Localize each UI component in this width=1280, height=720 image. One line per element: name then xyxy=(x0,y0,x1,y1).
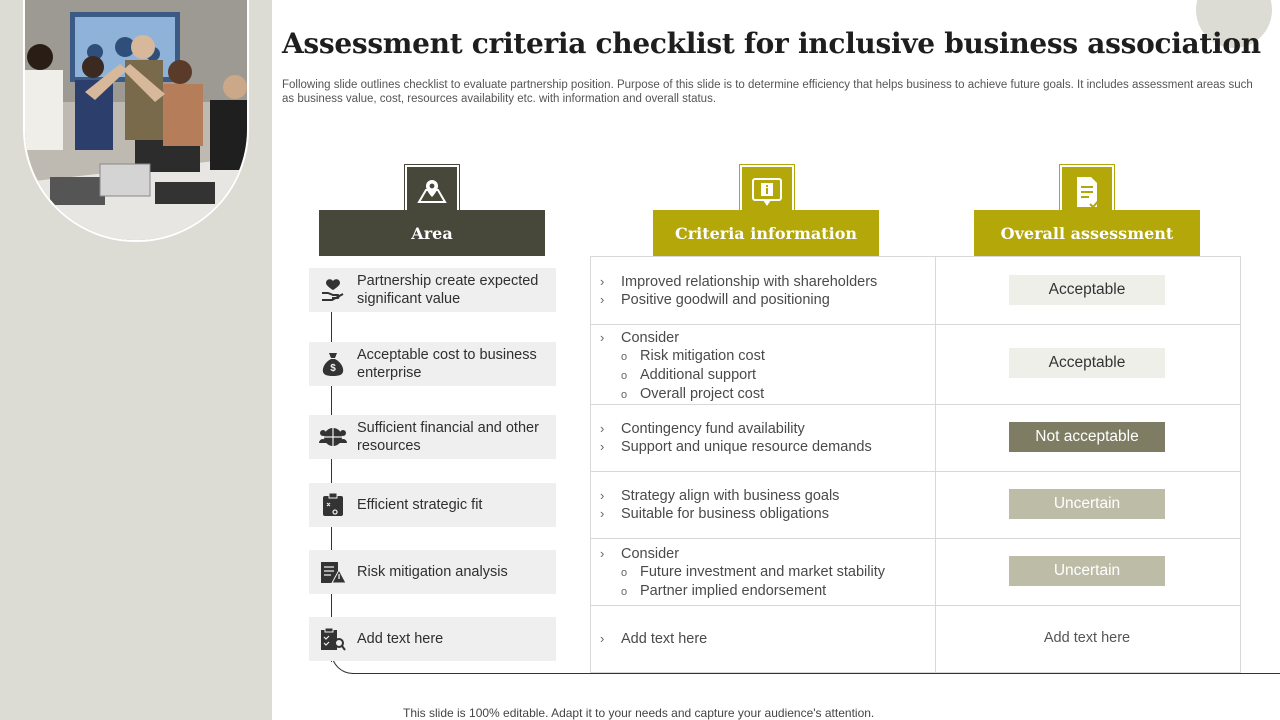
checklist-search-icon xyxy=(309,627,357,651)
slide-title: Assessment criteria checklist for inclusive business association xyxy=(282,27,1261,60)
criteria-subitem: Partner implied endorsement xyxy=(640,583,827,599)
header-area: Area xyxy=(319,210,545,256)
area-label: Risk mitigation analysis xyxy=(357,564,508,580)
assessment-table xyxy=(590,256,1241,673)
area-card xyxy=(309,550,556,594)
criteria-item: Contingency fund availability xyxy=(621,421,805,437)
bullet-circle-icon: o xyxy=(621,370,628,382)
svg-text:$: $ xyxy=(330,363,336,374)
bullet-chevron-icon: › xyxy=(600,439,605,454)
bullet-chevron-icon: › xyxy=(600,292,605,307)
bullet-circle-icon: o xyxy=(621,389,628,401)
criteria-cell xyxy=(600,545,930,601)
slide-subtitle: Following slide outlines checklist to evaluate partnership position. Purpose of this slide is to determine efficiency that helps business to achieve future goals. It includes assessment areas such as business value, cost, resources availability etc. with information and overall status. xyxy=(282,79,1253,105)
area-card xyxy=(309,268,556,312)
left-panel xyxy=(0,0,272,720)
criteria-item: Suitable for business obligations xyxy=(621,506,829,522)
criteria-cell xyxy=(600,630,930,648)
criteria-item: Support and unique resource demands xyxy=(621,439,872,455)
area-card xyxy=(309,483,556,527)
bullet-chevron-icon: › xyxy=(600,274,605,289)
criteria-subitem: Risk mitigation cost xyxy=(640,348,765,364)
criteria-subitem: Additional support xyxy=(640,367,757,383)
bullet-circle-icon: o xyxy=(621,586,628,598)
status-badge: Acceptable xyxy=(1009,275,1165,305)
status-badge: Uncertain xyxy=(1009,489,1165,519)
criteria-subitem: Future investment and market stability xyxy=(640,564,885,580)
criteria-item: Improved relationship with shareholders xyxy=(621,274,878,290)
status-badge: Acceptable xyxy=(1009,348,1165,378)
area-label: Sufficient financial and other resources xyxy=(357,420,539,454)
global-people-icon xyxy=(309,425,357,449)
area-label: Efficient strategic fit xyxy=(357,497,483,513)
criteria-item: Consider xyxy=(621,546,680,562)
bullet-chevron-icon: › xyxy=(600,330,605,345)
strategy-board-icon xyxy=(309,493,357,517)
criteria-item: Add text here xyxy=(621,631,708,647)
criteria-item: Positive goodwill and positioning xyxy=(621,292,830,308)
status-badge: Not acceptable xyxy=(1009,422,1165,452)
header-overall: Overall assessment xyxy=(974,210,1200,256)
status-badge: Uncertain xyxy=(1009,556,1165,586)
team-photo xyxy=(23,0,249,242)
area-label: Acceptable cost to business enterprise xyxy=(357,347,537,381)
criteria-cell xyxy=(600,487,930,523)
criteria-subitem: Overall project cost xyxy=(640,386,765,402)
money-bag-icon xyxy=(309,351,357,377)
criteria-cell xyxy=(600,329,930,404)
criteria-item: Strategy align with business goals xyxy=(621,488,840,504)
bullet-chevron-icon: › xyxy=(600,631,605,646)
area-card xyxy=(309,342,556,386)
hand-heart-icon xyxy=(309,278,357,302)
bullet-circle-icon: o xyxy=(621,351,628,363)
criteria-item: Consider xyxy=(621,330,680,346)
footer-note: This slide is 100% editable. Adapt it to your needs and capture your audience's attention. xyxy=(403,706,875,720)
risk-report-icon xyxy=(309,560,357,584)
bullet-chevron-icon: › xyxy=(600,546,605,561)
criteria-cell xyxy=(600,420,930,456)
bullet-chevron-icon: › xyxy=(600,506,605,521)
area-card xyxy=(309,415,556,459)
bullet-circle-icon: o xyxy=(621,567,628,579)
status-badge: Add text here xyxy=(1043,630,1131,646)
area-label: Partnership create expected significant value xyxy=(357,273,539,307)
header-criteria: Criteria information xyxy=(653,210,879,256)
bottom-line xyxy=(352,673,1280,674)
criteria-cell xyxy=(600,273,930,309)
area-label: Add text here xyxy=(357,631,444,647)
bullet-chevron-icon: › xyxy=(600,488,605,503)
area-card xyxy=(309,617,556,661)
bullet-chevron-icon: › xyxy=(600,421,605,436)
